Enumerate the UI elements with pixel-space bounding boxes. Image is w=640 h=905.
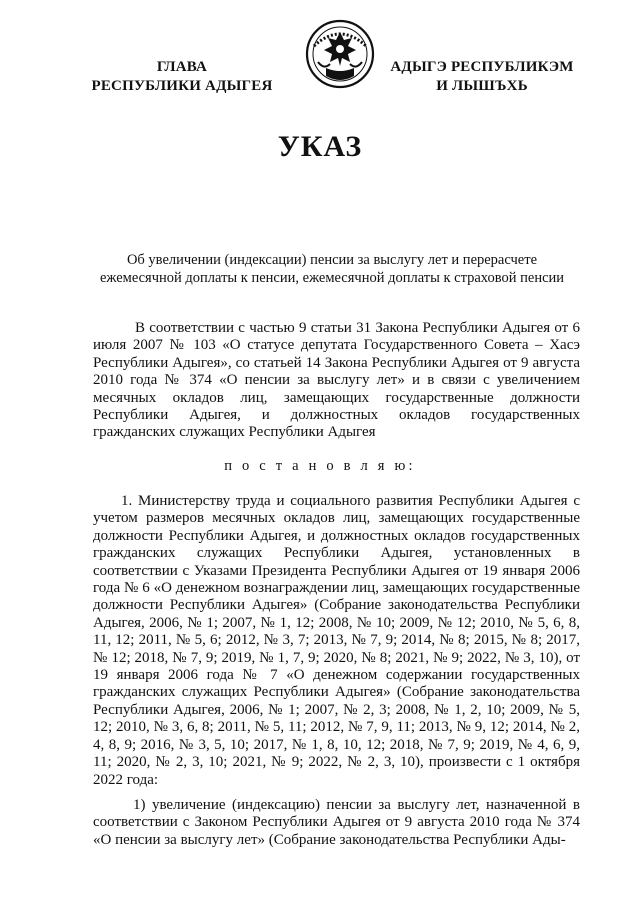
- decree-subject-line-2: ежемесячной доплаты к пенсии, ежемесячной доплаты к страховой пенсии: [99, 270, 565, 286]
- header-left: [72, 58, 292, 96]
- decree-subject-line-1: Об увеличении (индексации) пенсии за выслугу лет и перерасчете: [126, 252, 538, 268]
- preamble-paragraph: В соответствии с частью 9 статьи 31 Закона Республики Адыгея от 6 июля 2007 № 103 «О статусе депутата Государственного Совета – Хасэ Республики Адыгея», со статьей 14 Закона Республики Адыгея от 9 августа 2010 года № 374 «О пенсии за выслугу лет» и в связи с увеличением месячных окладов лиц, замещающих государственные должности Республики Адыгея, и должностных окладов государственных гражданских служащих Республики Адыгея: [93, 320, 580, 441]
- header-left-line-2: РЕСПУБЛИКИ АДЫГЕЯ: [91, 78, 273, 94]
- header-left-line-1: ГЛАВА: [156, 59, 208, 75]
- clause-1-subitem-1-paragraph: 1) увеличение (индексацию) пенсии за выслугу лет, назначенной в соответствии с Законом Республики Адыгея от 9 августа 2010 года № 374 «О пенсии за выслугу лет» (Собрание законодательства Республики Ады-: [93, 797, 580, 848]
- decree-operative-word: п о с т а н о в л я ю:: [224, 458, 416, 474]
- header-right-line-1: АДЫГЭ РЕСПУБЛИКЭМ: [390, 59, 574, 75]
- document-title: УКАЗ: [277, 130, 363, 163]
- clause-1-paragraph: 1. Министерству труда и социального развития Республики Адыгея с учетом размеров месячных окладов лиц, замещающих государственные должности Республики Адыгея, и должностных окладов государственных гражданских служащих Республики Адыгея, установленных в соответствии с Указами Президента Республики Адыгея от 19 января 2006 года № 6 «О денежном вознаграждении лиц, замещающих государственные должности Республики Адыгея» (Собрание законодательства Республики Адыгея, 2006, № 1; 2007, № 1, 12; 2008, № 10; 2009, № 12; 2010, № 5, 6, 8, 11, 12; 2011, № 5, 6; 2012, № 3, 7; 2013, № 7, 9; 2014, № 8; 2015, № 8; 2017, № 12; 2018, № 7, 9; 2019, № 1, 7, 9; 2020, № 8; 2021, № 9; 2022, № 3, 10), от 19 января 2006 года № 7 «О денежном содержании государственных гражданских служащих Республики Адыгея» (Собрание законодательства Республики Адыгея, 2006, № 1; 2007, № 2, 3; 2008, № 1, 2, 10; 2009, № 5, 12; 2010, № 3, 6, 8; 2011, № 5, 11; 2012, № 7, 9, 11; 2013, № 9, 12; 2014, № 2, 4, 8, 9; 2016, № 3, 5, 10; 2017, № 1, 8, 10, 12; 2018, № 7, 9; 2019, № 4, 6, 9, 11; 2020, № 2, 3, 10; 2021, № 9; 2022, № 2, 3, 10), произвести с 1 октября 2022 года:: [93, 493, 580, 788]
- coat-of-arms-icon: [304, 18, 376, 92]
- header-right-line-2: И ЛЫШЪХЬ: [436, 78, 528, 94]
- header-right: [372, 58, 592, 96]
- decree-subject: [82, 251, 582, 287]
